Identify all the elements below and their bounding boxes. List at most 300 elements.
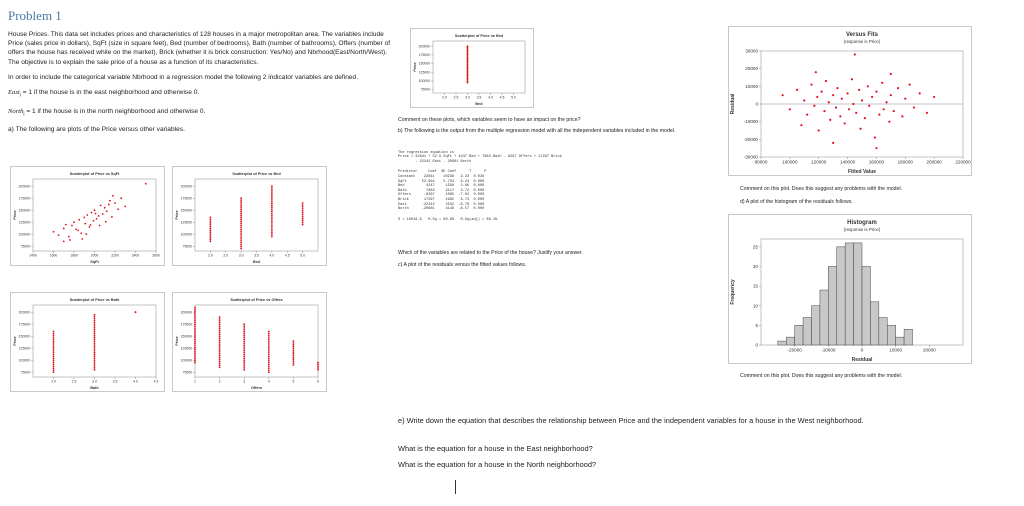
data-point — [846, 92, 848, 94]
x-tick-label: 4.5 — [284, 253, 290, 258]
x-tick-label: 2600 — [152, 253, 160, 258]
y-tick-label: 0 — [755, 342, 758, 348]
data-point — [53, 332, 55, 334]
data-point — [120, 197, 122, 199]
data-point — [901, 115, 903, 117]
scatter-price-bed-small — [410, 28, 534, 108]
data-point — [94, 354, 96, 356]
data-point — [864, 117, 866, 119]
reg-summary: S = 10018.9 R-Sq = 86.9% R-Sq(adj) = 86.1% — [398, 217, 498, 222]
data-point — [77, 229, 79, 231]
data-point — [243, 342, 245, 344]
data-point — [94, 337, 96, 339]
text-cursor — [455, 480, 456, 494]
data-point — [268, 342, 270, 344]
x-tick-label: 10000 — [889, 347, 903, 353]
y-tick-label: 25 — [752, 244, 758, 250]
data-point — [293, 355, 295, 357]
data-point — [219, 332, 221, 334]
data-point — [240, 242, 242, 244]
data-point — [194, 362, 196, 364]
data-point — [293, 346, 295, 348]
chart-subtitle: (response is Price) — [843, 39, 881, 44]
y-tick-label: 150000 — [180, 208, 192, 213]
data-point — [268, 365, 270, 367]
data-point — [109, 200, 111, 202]
plot-frame — [195, 179, 318, 251]
data-point — [867, 85, 869, 87]
data-point — [243, 365, 245, 367]
data-point — [98, 215, 100, 217]
data-point — [825, 80, 827, 82]
data-point — [293, 364, 295, 366]
chart-svg — [11, 293, 164, 391]
data-point — [835, 106, 837, 108]
y-tick-label: 75000 — [420, 87, 430, 92]
east-definition: East$_i$ = 1 if the house is in the east neighborhood and otherwise 0. — [8, 89, 200, 99]
x-tick-label: 4.0 — [269, 253, 275, 258]
histogram-bar — [837, 247, 845, 345]
data-point — [243, 352, 245, 354]
problem-title: Problem 1 — [8, 8, 62, 23]
data-point — [94, 335, 96, 337]
data-point — [240, 248, 242, 250]
x-tick-label: 80000 — [754, 159, 768, 165]
data-point — [219, 367, 221, 369]
data-point — [268, 346, 270, 348]
data-point — [53, 356, 55, 358]
data-point — [65, 224, 67, 226]
data-point — [240, 197, 242, 199]
data-point — [219, 347, 221, 349]
north-definition: North$_i$ = 1 if the house is in the north neighborhood and otherwise 0. — [8, 107, 206, 117]
data-point — [94, 329, 96, 331]
data-point — [135, 311, 137, 313]
x-tick-label: 220000 — [955, 159, 971, 165]
data-point — [271, 191, 273, 193]
x-tick-label: 200000 — [926, 159, 942, 165]
data-point — [858, 89, 860, 91]
residuals-vs-fits-plot — [728, 26, 972, 176]
data-point — [243, 367, 245, 369]
scatter-price-sqft — [10, 166, 165, 266]
y-tick-label: -10000 — [743, 119, 758, 125]
reg-row: Constant 22841 10236 2.23 0.028 — [398, 174, 485, 179]
data-point — [800, 124, 802, 126]
part-b: b) The following is the output from the multiple regression model with all the independent variables included in the model. — [398, 128, 676, 134]
data-point — [832, 94, 834, 96]
data-point — [302, 220, 304, 222]
data-point — [885, 101, 887, 103]
data-point — [268, 332, 270, 334]
y-axis-label: Frequency — [730, 279, 736, 305]
data-point — [94, 316, 96, 318]
data-point — [53, 348, 55, 350]
data-point — [94, 361, 96, 363]
reg-row: SqFt 52.994 5.734 9.24 0.000 — [398, 179, 485, 184]
data-point — [240, 234, 242, 236]
data-point — [317, 369, 319, 371]
data-point — [271, 216, 273, 218]
histogram-bar — [904, 329, 912, 345]
data-point — [194, 307, 196, 309]
x-tick-label: -10000 — [821, 347, 836, 353]
data-point — [271, 203, 273, 205]
data-point — [95, 213, 97, 215]
y-tick-label: 10000 — [745, 83, 758, 89]
x-tick-label: 2000 — [90, 253, 99, 258]
x-tick-label: 3.0 — [465, 95, 470, 100]
data-point — [881, 82, 883, 84]
x-tick-label: 3.0 — [238, 253, 244, 258]
data-point — [243, 339, 245, 341]
data-point — [293, 342, 295, 344]
y-tick-label: 100000 — [18, 358, 30, 363]
data-point — [94, 350, 96, 352]
data-point — [854, 53, 856, 55]
data-point — [832, 142, 834, 144]
data-point — [302, 204, 304, 206]
data-point — [63, 228, 65, 230]
data-point — [317, 364, 319, 366]
data-point — [94, 344, 96, 346]
data-point — [94, 357, 96, 359]
data-point — [829, 119, 831, 121]
data-point — [53, 371, 55, 373]
data-point — [271, 228, 273, 230]
y-tick-label: 75000 — [182, 244, 192, 249]
data-point — [271, 185, 273, 187]
data-point — [94, 348, 96, 350]
data-point — [194, 343, 196, 345]
data-point — [844, 122, 846, 124]
reg-eq1: Price = 22841 + 52.9 SqFt + 4247 Bed + 7883 Bath - 8267 Offers + 17297 Brick — [398, 155, 562, 160]
data-point — [209, 229, 211, 231]
y-tick-label: -30000 — [743, 154, 758, 160]
data-point — [243, 325, 245, 327]
data-point — [219, 322, 221, 324]
data-point — [68, 236, 70, 238]
x-tick-label: 3.5 — [476, 95, 482, 100]
data-point — [243, 369, 245, 371]
data-point — [888, 121, 890, 123]
data-point — [88, 226, 90, 228]
comment-plots: Comment on these plots, which variables seem to have an impact on the price? — [398, 117, 581, 123]
y-tick-label: 0 — [755, 101, 758, 107]
north-rest: = 1 if the house is in the north neighborhood and otherwise 0. — [26, 107, 206, 115]
x-axis-label: Offers — [250, 386, 263, 390]
data-point — [271, 218, 273, 220]
reg-row: Offers -8267 1085 -7.62 0.000 — [398, 193, 485, 198]
y-axis-label: Price — [175, 210, 179, 220]
chart-svg — [411, 29, 533, 107]
x-tick-label: 4.5 — [153, 379, 159, 384]
x-tick-label: 3.0 — [92, 379, 97, 384]
data-point — [94, 333, 96, 335]
data-point — [271, 195, 273, 197]
data-point — [94, 209, 96, 211]
data-point — [271, 207, 273, 209]
data-point — [268, 350, 270, 352]
data-point — [219, 365, 221, 367]
comment-plot-1: Comment on this plot. Does this suggest any problems with the model. — [740, 186, 903, 192]
x-tick-label: 6 — [317, 379, 319, 384]
data-point — [855, 112, 857, 114]
east-rest: = 1 if the house is in the east neighborhood and otherwise 0. — [22, 89, 200, 97]
data-point — [219, 349, 221, 351]
data-point — [94, 331, 96, 333]
x-tick-label: 2.0 — [442, 95, 447, 100]
data-point — [317, 362, 319, 364]
data-point — [243, 358, 245, 360]
data-point — [94, 359, 96, 361]
data-point — [243, 333, 245, 335]
chart-title: Histogram — [847, 220, 877, 226]
histogram-bar — [887, 325, 895, 345]
data-point — [53, 365, 55, 367]
data-point — [194, 327, 196, 329]
data-point — [268, 338, 270, 340]
histogram-bar — [879, 318, 887, 345]
data-point — [789, 108, 791, 110]
data-point — [194, 341, 196, 343]
data-point — [828, 101, 830, 103]
reg-table-header: Predictor Coef SE Coef T P — [398, 170, 487, 175]
x-tick-label: 2200 — [111, 253, 119, 258]
data-point — [91, 212, 93, 214]
data-point — [194, 346, 196, 348]
data-point — [53, 358, 55, 360]
data-point — [219, 335, 221, 337]
data-point — [124, 205, 126, 207]
data-point — [271, 212, 273, 214]
data-point — [94, 319, 96, 321]
data-point — [94, 321, 96, 323]
data-point — [268, 352, 270, 354]
data-point — [271, 222, 273, 224]
data-point — [271, 226, 273, 228]
data-point — [302, 212, 304, 214]
data-point — [904, 98, 906, 100]
x-axis-label: Fitted Value — [847, 169, 877, 175]
data-point — [243, 335, 245, 337]
data-point — [94, 356, 96, 358]
histogram-bar — [854, 243, 862, 345]
x-axis-label: Bed — [475, 102, 483, 106]
comment-plot-2: Comment on this plot. Does this suggest any problems with the model. — [740, 373, 903, 379]
data-point — [94, 342, 96, 344]
data-point — [302, 218, 304, 220]
data-point — [240, 240, 242, 242]
data-point — [271, 201, 273, 203]
x-tick-label: 100000 — [782, 159, 798, 165]
data-point — [240, 236, 242, 238]
data-point — [104, 207, 106, 209]
data-point — [53, 362, 55, 364]
data-point — [268, 371, 270, 373]
data-point — [268, 360, 270, 362]
y-tick-label: 10 — [752, 303, 758, 309]
x-tick-label: 1600 — [49, 253, 58, 258]
data-point — [813, 105, 815, 107]
data-point — [821, 91, 823, 93]
x-tick-label: 4.5 — [499, 95, 505, 100]
data-point — [806, 114, 808, 116]
y-axis-label: Residual — [730, 93, 736, 115]
data-point — [53, 360, 55, 362]
data-point — [75, 229, 77, 231]
data-point — [53, 364, 55, 366]
data-point — [913, 106, 915, 108]
x-tick-label: 120000 — [811, 159, 827, 165]
data-point — [219, 351, 221, 353]
data-point — [271, 189, 273, 191]
reg-row: Brick 17297 1982 8.73 0.000 — [398, 197, 485, 202]
y-axis-label: Price — [13, 336, 17, 346]
data-point — [194, 356, 196, 358]
y-tick-label: 200000 — [18, 184, 30, 189]
data-point — [105, 221, 107, 223]
data-point — [86, 214, 88, 216]
data-point — [209, 224, 211, 226]
data-point — [268, 340, 270, 342]
data-point — [53, 231, 55, 233]
data-point — [302, 208, 304, 210]
x-tick-label: 2.0 — [51, 379, 56, 384]
data-point — [94, 314, 96, 316]
data-point — [111, 216, 113, 218]
data-point — [219, 353, 221, 355]
data-point — [71, 225, 73, 227]
x-tick-label: 1800 — [70, 253, 78, 258]
data-point — [219, 359, 221, 361]
data-point — [219, 318, 221, 320]
data-point — [271, 232, 273, 234]
data-point — [240, 244, 242, 246]
east-var: East — [8, 89, 20, 97]
data-point — [84, 223, 86, 225]
data-point — [836, 87, 838, 89]
data-point — [243, 340, 245, 342]
data-point — [271, 199, 273, 201]
data-point — [106, 210, 108, 212]
which-related: Which of the variables are related to the Price of the house? Justify your answer. — [398, 250, 583, 256]
x-tick-label: 20000 — [922, 347, 936, 353]
part-a: a) The following are plots of the Price versus other variables. — [8, 126, 185, 134]
chart-title: Scatterplot of Price vs Bath — [69, 298, 120, 302]
data-point — [219, 339, 221, 341]
y-tick-label: 15 — [752, 283, 758, 289]
reg-heading: The regression equation is — [398, 150, 455, 155]
data-point — [909, 83, 911, 85]
data-point — [243, 329, 245, 331]
reg-row: North -20681 3149 -6.57 0.000 — [398, 207, 485, 212]
x-tick-label: 3.5 — [254, 253, 259, 258]
data-point — [302, 224, 304, 226]
data-point — [240, 217, 242, 219]
data-point — [194, 320, 196, 322]
data-point — [815, 71, 817, 73]
chart-title: Scatterplot of Price vs Bed — [232, 172, 281, 176]
data-point — [194, 339, 196, 341]
histogram-bar — [786, 337, 794, 345]
data-point — [96, 218, 98, 220]
plot-frame — [433, 41, 525, 93]
data-point — [81, 238, 83, 240]
data-point — [919, 92, 921, 94]
data-point — [268, 344, 270, 346]
data-point — [851, 78, 853, 80]
data-point — [243, 359, 245, 361]
data-point — [271, 220, 273, 222]
data-point — [108, 204, 110, 206]
data-point — [219, 328, 221, 330]
y-tick-label: 200000 — [180, 184, 192, 189]
data-point — [243, 323, 245, 325]
data-point — [243, 354, 245, 356]
data-point — [271, 230, 273, 232]
data-point — [209, 228, 211, 230]
data-point — [240, 228, 242, 230]
data-point — [219, 341, 221, 343]
data-point — [63, 241, 65, 243]
problem-text — [8, 30, 398, 140]
data-point — [219, 361, 221, 363]
chart-svg — [173, 293, 326, 391]
y-tick-label: 100000 — [180, 358, 192, 363]
data-point — [293, 344, 295, 346]
data-point — [243, 337, 245, 339]
data-point — [271, 193, 273, 195]
data-point — [53, 352, 55, 354]
y-tick-label: 125000 — [18, 346, 30, 351]
data-point — [219, 324, 221, 326]
data-point — [194, 312, 196, 314]
data-point — [293, 351, 295, 353]
data-point — [53, 342, 55, 344]
data-point — [271, 209, 273, 211]
data-point — [848, 108, 850, 110]
data-point — [243, 363, 245, 365]
data-point — [85, 233, 87, 235]
histogram-bar — [795, 325, 803, 345]
data-point — [302, 206, 304, 208]
chart-svg — [729, 215, 971, 363]
data-point — [293, 353, 295, 355]
x-tick-label: 2400 — [131, 253, 140, 258]
part-c: c) A plot of the residuals versus the fitted values follows. — [398, 262, 527, 268]
data-point — [219, 316, 221, 318]
y-tick-label: 100000 — [18, 232, 30, 237]
data-point — [145, 183, 147, 185]
histogram-bar — [862, 266, 870, 345]
data-point — [194, 310, 196, 312]
data-point — [268, 348, 270, 350]
data-point — [194, 318, 196, 320]
data-point — [94, 323, 96, 325]
histogram-bar — [812, 306, 820, 345]
data-point — [194, 335, 196, 337]
data-point — [194, 360, 196, 362]
data-point — [194, 358, 196, 360]
data-point — [53, 369, 55, 371]
data-point — [209, 239, 211, 241]
data-point — [782, 94, 784, 96]
data-point — [302, 202, 304, 204]
data-point — [53, 336, 55, 338]
x-tick-label: 2.5 — [453, 95, 459, 100]
x-axis-label: Bed — [252, 260, 261, 264]
